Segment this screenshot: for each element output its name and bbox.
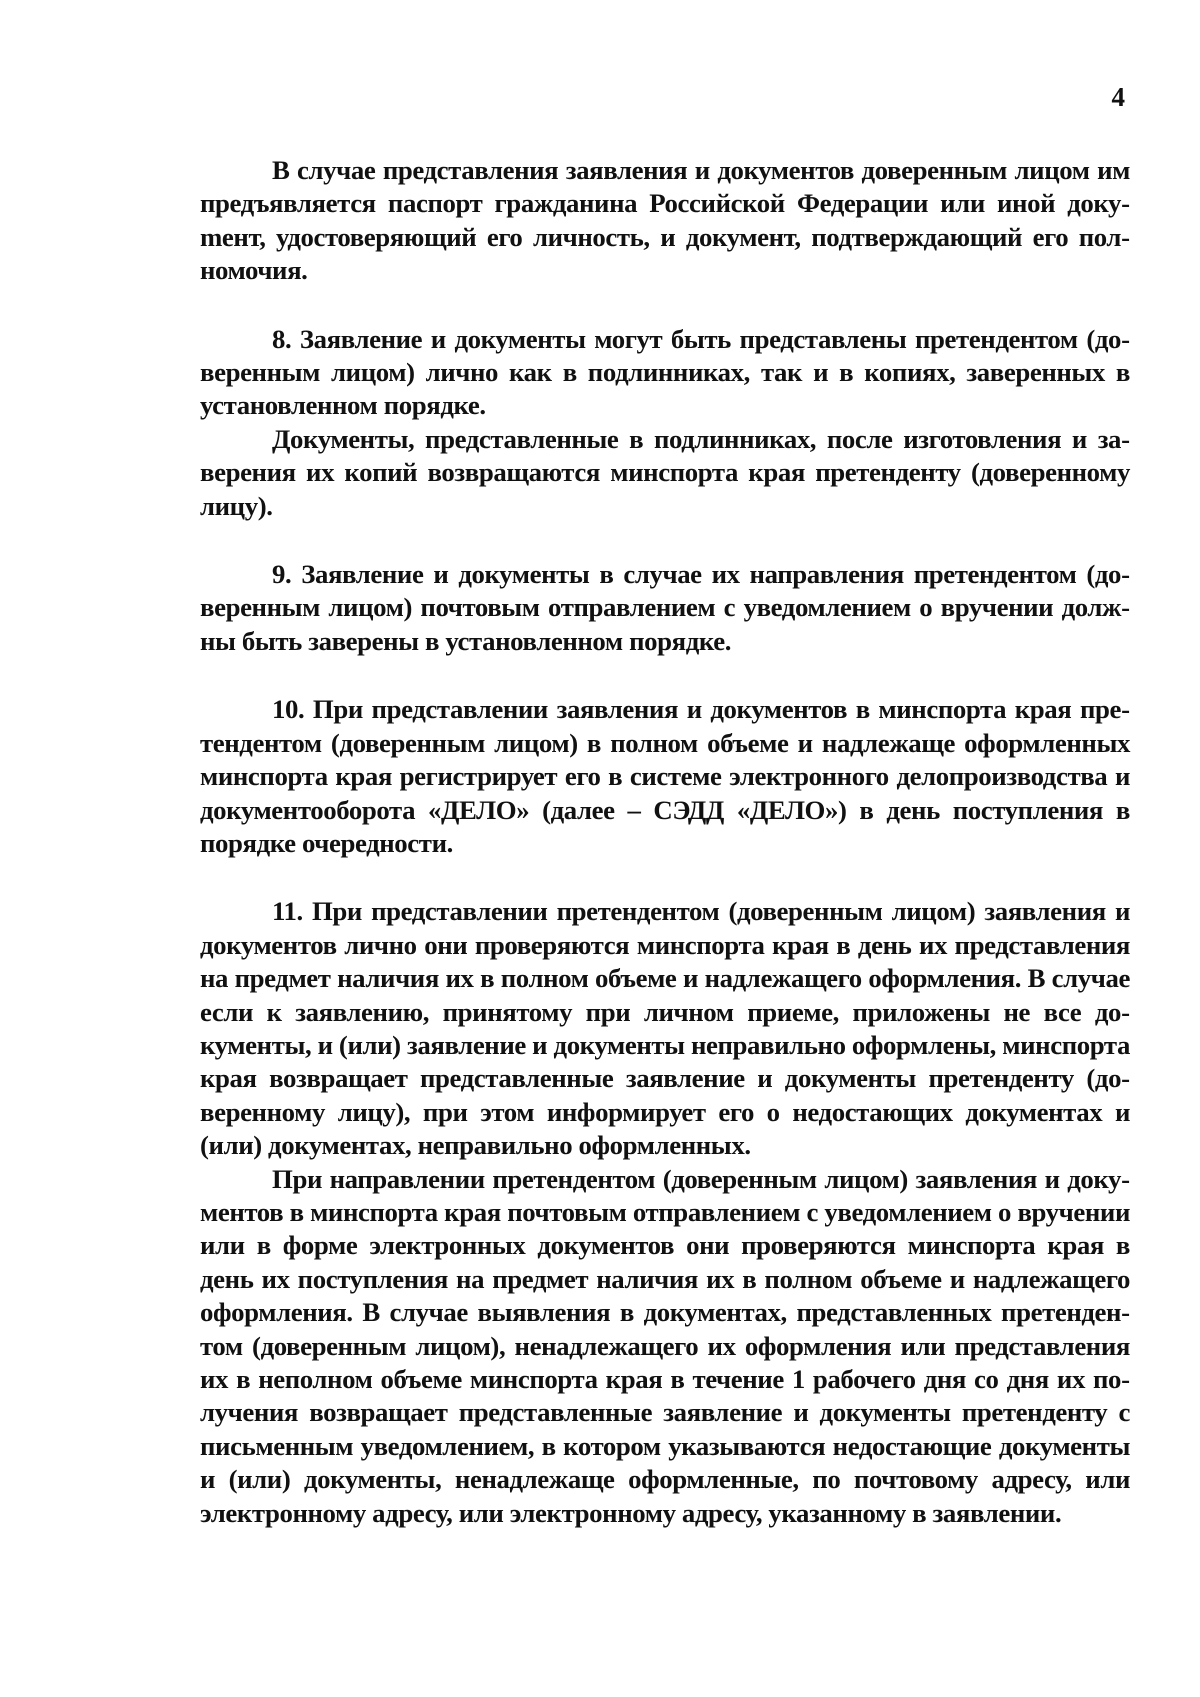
document-body bbox=[200, 154, 1130, 1530]
paragraph-item-11: 11. При представлении претендентом (доверенным лицом) заявления и документов лично они проверяются минспорта края в день их представления на предмет наличия их в полном объеме и надлежащего оформления. В случае если к заявлению, принятому при личном приеме, приложены не все документы, и (или) заявление и документы неправильно оформлены, минспорта края возвращает представленные заявление и документы претенденту (доверенному лицу), при этом информирует его о недостающих документах и (или) документах, неправильно оформленных. bbox=[200, 896, 1130, 1161]
paragraph-item-8-originals: Документы, представленные в подлинниках, после изготовления и заверения их копий возвращаются минспорта края претенденту (доверенному лицу). bbox=[200, 423, 1130, 521]
paragraph-item-8: 8. Заявление и документы могут быть представлены претендентом (доверенным лицом) лично как в подлинниках, так и в копиях, заверенных в установленном порядке. bbox=[200, 323, 1130, 421]
paragraph-item-10: 10. При представлении заявления и документов в минспорта края претендентом (доверенным лицом) в полном объеме и надлежаще оформленных минспорта края регистрирует его в системе электронного делопроизводства и документооборота «ДЕЛО» (далее – СЭДД «ДЕЛО») в день поступления в порядке очередности. bbox=[200, 694, 1130, 858]
paragraph-representative-documents: В случае представления заявления и документов доверенным лицом им предъявляется паспорт гражданина Российской Федерации или иной докуmент, удостоверяющий его личность, и документ, подтверждающий его полномочия. bbox=[200, 155, 1130, 286]
paragraph-item-9: 9. Заявление и документы в случае их направления претендентом (доверенным лицом) почтовым отправлением с уведомлением о вручении должны быть заверены в установленном порядке. bbox=[200, 559, 1130, 656]
page-number: 4 bbox=[1111, 82, 1125, 112]
paragraph-item-11-mail: При направлении претендентом (доверенным лицом) заявления и документов в минспорта края почтовым отправлением с уведомлением о вручении или в форме электронных документов они проверяются минспорта края в день их поступления на предмет наличия их в полном объеме и надлежащего оформления. В случае выявления в документах, представленных претендентом (доверенным лицом), ненадлежащего их оформления или представления их в неполном объеме минспорта края в течение 1 рабочего дня со дня их получения возвращает представленные заявление и документы претенденту с письменным уведомлением, в котором указываются недостающие документы и (или) документы, ненадлежаще оформленные, по почтовому адресу, или электронному адресу, или электронному адресу, указанному в заявлении. bbox=[200, 1163, 1130, 1528]
